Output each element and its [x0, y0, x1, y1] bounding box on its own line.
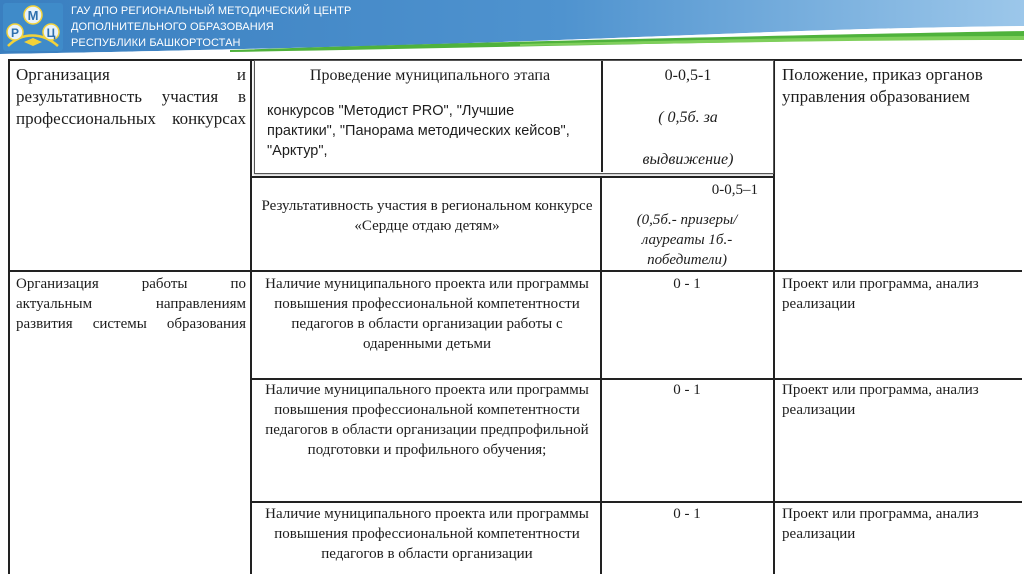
rmc-logo: [2, 2, 64, 52]
row1-score: 0-0,5-1: [664, 67, 712, 84]
row2-item2-document: Проект или программа, анализ реализации: [782, 382, 979, 418]
row2-item3-score: 0 - 1: [673, 506, 701, 522]
row2-item1-document: Проект или программа, анализ реализации: [782, 276, 979, 312]
org-line-2: ДОПОЛНИТЕЛЬНОГО ОБРАЗОВАНИЯ: [71, 21, 274, 33]
row1b-score: 0-0,5–1: [711, 182, 758, 198]
svg-text:Р: Р: [10, 26, 20, 40]
highlight-box: [254, 60, 774, 174]
row1-document: Положение, приказ органов управления образованием: [782, 65, 983, 106]
svg-text:М: М: [27, 8, 39, 23]
row1-indicator-text: конкурсов "Методист PRO", "Лучшие практики", "Панорама методических кейсов", "Арктур",: [267, 103, 570, 159]
row2-item2-score: 0 - 1: [673, 382, 701, 398]
org-line-3: РЕСПУБЛИКИ БАШКОРТОСТАН: [71, 37, 241, 49]
row2-item1-score: 0 - 1: [673, 276, 701, 292]
row2-item3-document: Проект или программа, анализ реализации: [782, 506, 979, 542]
row1-indicator-title: Проведение муниципального этапа: [309, 67, 551, 84]
org-line-1: ГАУ ДПО РЕГИОНАЛЬНЫЙ МЕТОДИЧЕСКИЙ ЦЕНТР: [71, 5, 352, 17]
row1b-indicator: Результативность участия в региональном конкурсе «Сердце отдаю детям»: [261, 198, 593, 234]
row-divider-1b: [250, 176, 773, 178]
row1b-score-note: (0,5б.- призеры/лауреаты 1б.- победители): [636, 212, 738, 268]
table-left-border: [8, 59, 10, 574]
header-banner: [0, 0, 1024, 58]
row2-item3-indicator: Наличие муниципального проекта или программы повышения профессиональной компетентности педагогов в области организации: [265, 506, 589, 562]
row2-item2-indicator: Наличие муниципального проекта или программы повышения профессиональной компетентности педагогов в области организации предпрофильной подготовки и профильного обучения;: [265, 382, 589, 458]
svg-text:Ц: Ц: [46, 26, 56, 40]
org-name: [71, 3, 351, 51]
row1-score-note-1: ( 0,5б. за: [658, 109, 718, 126]
col-divider-1-upper: [250, 59, 252, 574]
row2-item1-indicator: Наличие муниципального проекта или программы повышения профессиональной компетентности педагогов в области организации работы с одаренными детьми: [265, 276, 589, 352]
highlight-divider: [601, 61, 603, 172]
row-divider-2c: [250, 501, 1022, 503]
row2-criterion: Организация работы по актуальным направлениям развития системы образования: [16, 276, 246, 332]
col-divider-2: [600, 176, 602, 574]
row1-score-note-2: выдвижение): [642, 151, 734, 168]
row-divider-2: [8, 270, 1022, 272]
row1-criterion: Организация и результативность участия в профессиональных конкурсах: [16, 65, 246, 128]
